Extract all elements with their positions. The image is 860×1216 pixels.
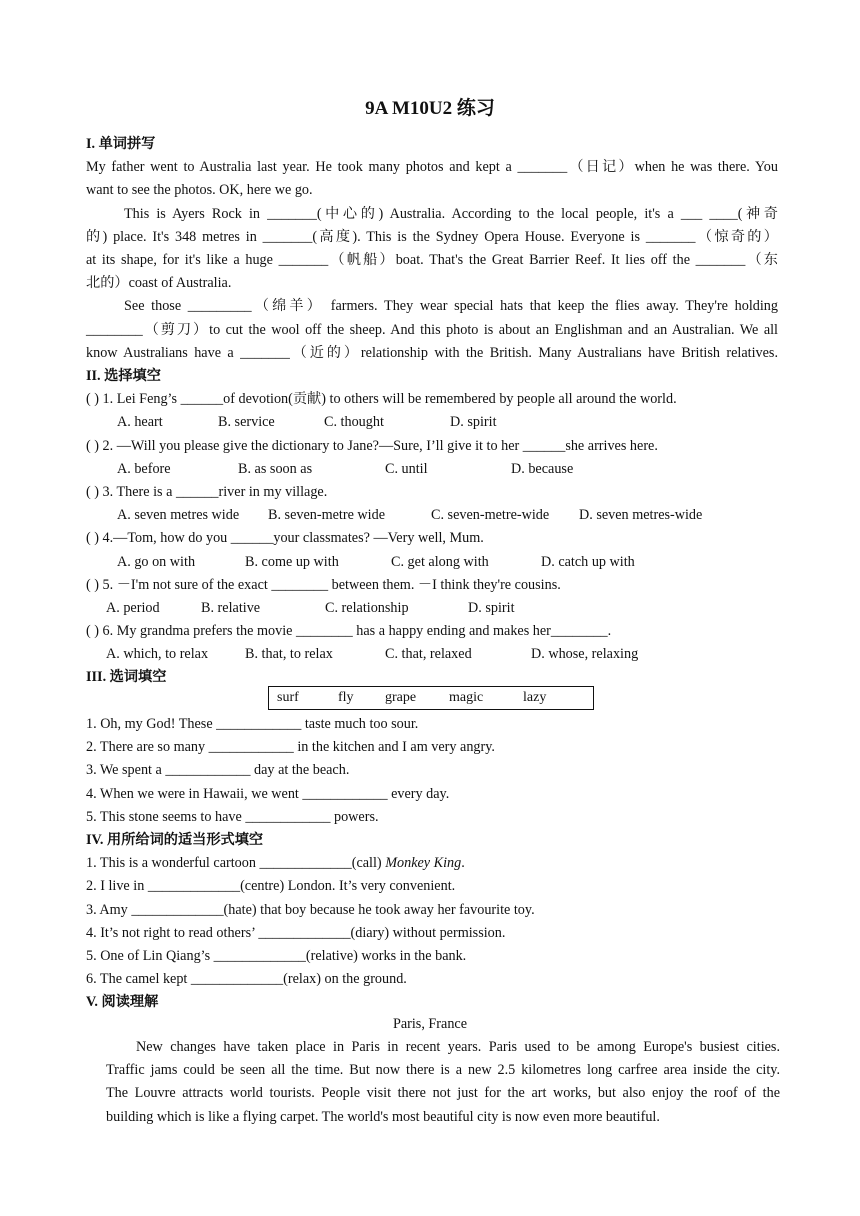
exercise-line: 2. I live in _____________(centre) London. It’s very convenient. — [86, 878, 456, 895]
paragraph-line: ________（剪刀）to cut the wool off the sheep. And this photo is about an Englishman and an Australian. We all — [86, 321, 778, 338]
section-1-heading: I. 单词拼写 — [86, 136, 156, 152]
reading-passage — [106, 1036, 780, 1129]
exercise-line: 5. This stone seems to have ____________ powers. — [86, 808, 379, 825]
paragraph-line: 北的）coast of Australia. — [86, 275, 232, 292]
option: A. heart — [117, 414, 163, 431]
page-title: 9A M10U2 练习 — [365, 98, 495, 119]
word-bank-item: fly — [338, 690, 354, 705]
option: C. get along with — [391, 553, 489, 570]
question-stem: ( ) 6. My grandma prefers the movie ________ has a happy ending and makes her________. — [86, 623, 612, 640]
option: D. seven metres-wide — [579, 507, 703, 524]
passage-line: Traffic jams could be seen all the time. But now there is a new 2.5 kilometres long carfree area inside the city. — [106, 1062, 780, 1079]
option: B. as soon as — [238, 460, 313, 477]
paragraph-line: 的) place. It's 348 metres in _______(高度). This is the Sydney Opera House. Everyone is _______（惊奇的） — [86, 228, 778, 245]
passage-line: building which is like a flying carpet. The world's most beautiful city is now even more beautiful. — [106, 1108, 660, 1125]
section-2-heading: II. 选择填空 — [86, 368, 161, 384]
passage-line: New changes have taken place in Paris in recent years. Paris used to be among Europe's busiest cities. — [136, 1039, 780, 1055]
exercise-line: 1. Oh, my God! These ____________ taste much too sour. — [86, 716, 419, 732]
question-stem: ( ) 3. There is a ______river in my village. — [86, 483, 328, 500]
exercise-text: 1. This is a wonderful cartoon _____________(call) — [86, 855, 386, 872]
option: C. until — [385, 460, 428, 477]
section-5-heading: V. 阅读理解 — [86, 994, 159, 1011]
exercise-line: 2. There are so many ____________ in the kitchen and I am very angry. — [86, 739, 495, 756]
question-options — [86, 597, 778, 620]
paragraph-line: See those _________（绵羊） farmers. They wear special hats that keep the flies away. They're holding — [124, 298, 778, 315]
passage-line: The Louvre attracts world tourists. People visit there not just for the art works, but also enjoy the roof of the — [106, 1085, 780, 1102]
passage-title: Paris, France — [392, 1016, 468, 1032]
question-options — [86, 504, 778, 527]
option: D. spirit — [450, 414, 497, 431]
exercise-line: 5. One of Lin Qiang’s _____________(relative) works in the bank. — [86, 947, 467, 964]
section-4-heading: IV. 用所给词的适当形式填空 — [86, 831, 264, 848]
option: A. which, to relax — [106, 646, 209, 663]
option: C. that, relaxed — [385, 646, 472, 663]
option: B. seven-metre wide — [268, 507, 386, 524]
paragraph-line: at its shape, for it's like a huge _______（帆船）boat. That's the Great Barrier Reef. It lies off the _______（东 — [86, 251, 778, 268]
paragraph-line: know Australians have a _______（近的）relationship with the British. Many Australians have British relatives. — [86, 344, 778, 361]
paragraph-line: want to see the photos. OK, here we go. — [86, 182, 313, 199]
option: D. whose, relaxing — [531, 646, 639, 663]
section-1 — [86, 133, 778, 365]
option: A. period — [106, 599, 160, 616]
word-bank-box — [268, 686, 594, 710]
word-bank-item: lazy — [523, 690, 547, 705]
exercise-line: 3. Amy _____________(hate) that boy because he took away her favourite toy. — [86, 901, 535, 918]
paragraph-line: This is Ayers Rock in _______(中心的) Australia. According to the local people, it's a ___ ____(神奇 — [124, 205, 778, 222]
question-options — [86, 551, 778, 574]
option: A. go on with — [117, 553, 196, 570]
section-3-4 — [86, 713, 778, 1014]
exercise-line: 3. We spent a ____________ day at the beach. — [86, 762, 350, 779]
option: C. thought — [324, 414, 384, 431]
question-stem: ( ) 1. Lei Feng’s ______of devotion(贡献) to others will be remembered by people all around the world. — [86, 391, 677, 408]
exercise-text: . — [461, 855, 465, 872]
question-options — [86, 643, 778, 666]
option: B. come up with — [245, 553, 339, 570]
section-2 — [86, 365, 778, 690]
option: A. before — [117, 460, 171, 477]
option: A. seven metres wide — [117, 507, 240, 524]
option: B. service — [218, 414, 275, 431]
option: C. relationship — [325, 599, 409, 616]
question-stem: ( ) 4.—Tom, how do you ______your classmates? —Very well, Mum. — [86, 530, 484, 547]
exercise-line: 6. The camel kept _____________(relax) on the ground. — [86, 971, 407, 988]
exercise-line: 4. It’s not right to read others’ _____________(diary) without permission. — [86, 924, 506, 941]
option: C. seven-metre-wide — [431, 507, 550, 524]
cartoon-title: Monkey King — [385, 855, 462, 872]
option: D. spirit — [468, 599, 515, 616]
section-3-heading: III. 选词填空 — [86, 669, 167, 686]
option: D. because — [511, 460, 574, 477]
question-stem: ( ) 2. —Will you please give the dictionary to Jane?—Sure, I’ll give it to her ______she arrives here. — [86, 437, 658, 454]
question-options — [86, 458, 778, 481]
question-options — [86, 411, 778, 434]
option: B. relative — [201, 599, 261, 616]
exercise-line: 4. When we were in Hawaii, we went ____________ every day. — [86, 785, 450, 802]
paragraph-line: My father went to Australia last year. He took many photos and kept a _______（日记）when he was there. You — [86, 159, 778, 176]
word-bank-item: magic — [449, 690, 484, 705]
word-bank-item: surf — [277, 690, 299, 705]
exercise-line — [86, 852, 778, 875]
option: D. catch up with — [541, 553, 635, 570]
word-bank-item: grape — [385, 690, 417, 705]
option: B. that, to relax — [245, 646, 333, 663]
question-stem: ( ) 5. －I'm not sure of the exact ________ between them. －I think they're cousins. — [86, 576, 561, 593]
